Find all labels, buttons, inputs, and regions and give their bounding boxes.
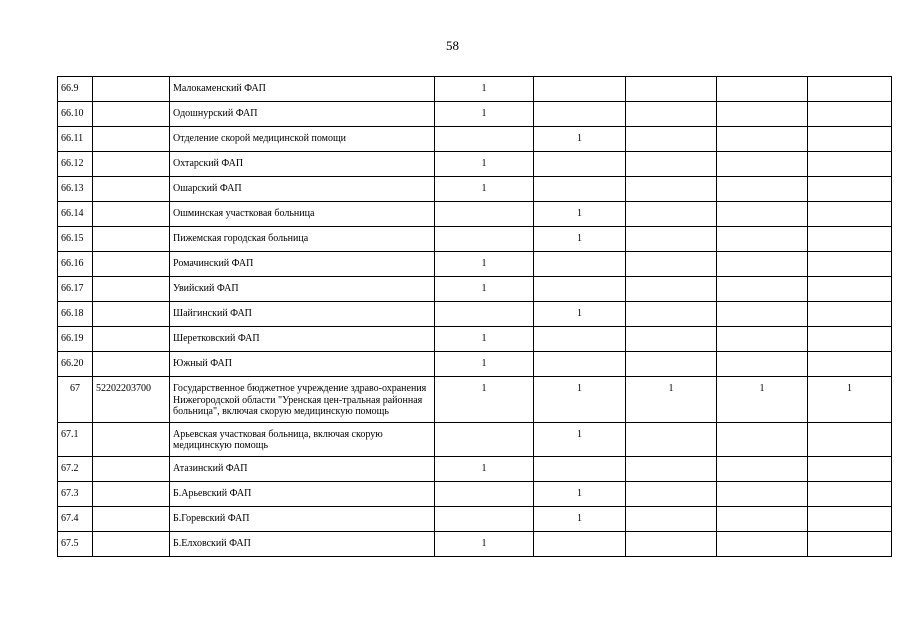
row-value-cell-2 bbox=[534, 102, 626, 127]
row-number-cell: 66.16 bbox=[58, 252, 93, 277]
row-value-cell-3 bbox=[626, 506, 717, 531]
row-value-cell-3 bbox=[626, 422, 717, 456]
row-value-cell-2 bbox=[534, 77, 626, 102]
row-name-cell: Отделение скорой медицинской помощи bbox=[170, 127, 435, 152]
row-value-cell-2: 1 bbox=[534, 422, 626, 456]
row-value-cell-2: 1 bbox=[534, 202, 626, 227]
row-value-cell-4 bbox=[717, 302, 808, 327]
row-value-cell-1: 1 bbox=[435, 377, 534, 423]
row-name-cell: Увийский ФАП bbox=[170, 277, 435, 302]
row-value-cell-1: 1 bbox=[435, 152, 534, 177]
row-number-cell: 66.10 bbox=[58, 102, 93, 127]
row-value-cell-5 bbox=[808, 127, 892, 152]
row-value-cell-1 bbox=[435, 481, 534, 506]
row-value-cell-3 bbox=[626, 127, 717, 152]
row-value-cell-3 bbox=[626, 152, 717, 177]
table-row bbox=[58, 456, 892, 481]
row-value-cell-1 bbox=[435, 227, 534, 252]
row-value-cell-2 bbox=[534, 152, 626, 177]
row-value-cell-1 bbox=[435, 422, 534, 456]
row-value-cell-4 bbox=[717, 177, 808, 202]
row-value-cell-2 bbox=[534, 327, 626, 352]
row-code-cell bbox=[93, 456, 170, 481]
row-value-cell-3 bbox=[626, 352, 717, 377]
row-value-cell-2 bbox=[534, 352, 626, 377]
row-value-cell-3 bbox=[626, 202, 717, 227]
facilities-table bbox=[57, 76, 892, 557]
row-value-cell-5 bbox=[808, 102, 892, 127]
row-number-cell: 67.3 bbox=[58, 481, 93, 506]
row-value-cell-2 bbox=[534, 277, 626, 302]
row-value-cell-1 bbox=[435, 302, 534, 327]
row-number-cell: 66.19 bbox=[58, 327, 93, 352]
row-name-cell: Б.Горевский ФАП bbox=[170, 506, 435, 531]
row-name-cell: Южный ФАП bbox=[170, 352, 435, 377]
row-code-cell bbox=[93, 227, 170, 252]
row-value-cell-5 bbox=[808, 531, 892, 556]
row-value-cell-2 bbox=[534, 531, 626, 556]
row-value-cell-1: 1 bbox=[435, 77, 534, 102]
table-body bbox=[58, 77, 892, 557]
row-name-cell: Б.Елховский ФАП bbox=[170, 531, 435, 556]
row-name-cell: Атазинский ФАП bbox=[170, 456, 435, 481]
row-value-cell-1: 1 bbox=[435, 456, 534, 481]
row-name-cell: Государственное бюджетное учреждение здраво-охранения Нижегородской области "Уренская цен-тральная районная больница", включая скорую медицинскую помощь bbox=[170, 377, 435, 423]
row-value-cell-3 bbox=[626, 77, 717, 102]
row-code-cell bbox=[93, 422, 170, 456]
row-value-cell-5 bbox=[808, 252, 892, 277]
table-row bbox=[58, 377, 892, 423]
row-value-cell-4 bbox=[717, 531, 808, 556]
row-value-cell-3 bbox=[626, 481, 717, 506]
table-row bbox=[58, 177, 892, 202]
row-value-cell-5 bbox=[808, 456, 892, 481]
row-code-cell bbox=[93, 102, 170, 127]
row-number-cell: 66.17 bbox=[58, 277, 93, 302]
row-value-cell-4 bbox=[717, 277, 808, 302]
row-code-cell bbox=[93, 277, 170, 302]
row-value-cell-4 bbox=[717, 127, 808, 152]
row-value-cell-5 bbox=[808, 481, 892, 506]
row-name-cell: Ошарский ФАП bbox=[170, 177, 435, 202]
row-number-cell: 66.11 bbox=[58, 127, 93, 152]
table-row bbox=[58, 352, 892, 377]
row-number-cell: 66.13 bbox=[58, 177, 93, 202]
row-value-cell-2: 1 bbox=[534, 227, 626, 252]
table-row bbox=[58, 202, 892, 227]
row-value-cell-4 bbox=[717, 352, 808, 377]
row-value-cell-1: 1 bbox=[435, 252, 534, 277]
row-name-cell: Охтарский ФАП bbox=[170, 152, 435, 177]
row-code-cell bbox=[93, 77, 170, 102]
row-value-cell-5 bbox=[808, 302, 892, 327]
row-code-cell bbox=[93, 352, 170, 377]
row-value-cell-1 bbox=[435, 127, 534, 152]
row-value-cell-3 bbox=[626, 327, 717, 352]
row-number-cell: 66.20 bbox=[58, 352, 93, 377]
row-value-cell-5 bbox=[808, 227, 892, 252]
row-code-cell bbox=[93, 202, 170, 227]
page-number: 58 bbox=[446, 38, 459, 53]
row-value-cell-5 bbox=[808, 77, 892, 102]
row-value-cell-5 bbox=[808, 202, 892, 227]
row-value-cell-5: 1 bbox=[808, 377, 892, 423]
row-value-cell-4 bbox=[717, 202, 808, 227]
row-code-cell bbox=[93, 127, 170, 152]
row-value-cell-5 bbox=[808, 352, 892, 377]
row-value-cell-1: 1 bbox=[435, 531, 534, 556]
table-row bbox=[58, 152, 892, 177]
row-name-cell: Малокаменский ФАП bbox=[170, 77, 435, 102]
row-value-cell-2 bbox=[534, 177, 626, 202]
row-value-cell-4 bbox=[717, 422, 808, 456]
row-value-cell-5 bbox=[808, 506, 892, 531]
row-value-cell-4 bbox=[717, 506, 808, 531]
row-code-cell: 52202203700 bbox=[93, 377, 170, 423]
row-value-cell-4 bbox=[717, 102, 808, 127]
row-name-cell: Пижемская городская больница bbox=[170, 227, 435, 252]
row-value-cell-3 bbox=[626, 531, 717, 556]
row-name-cell: Шайгинский ФАП bbox=[170, 302, 435, 327]
row-code-cell bbox=[93, 481, 170, 506]
row-code-cell bbox=[93, 252, 170, 277]
table-row bbox=[58, 481, 892, 506]
row-value-cell-5 bbox=[808, 327, 892, 352]
row-number-cell: 66.12 bbox=[58, 152, 93, 177]
row-value-cell-4 bbox=[717, 327, 808, 352]
table-row bbox=[58, 302, 892, 327]
table-row bbox=[58, 327, 892, 352]
row-number-cell: 66.15 bbox=[58, 227, 93, 252]
row-number-cell: 67 bbox=[58, 377, 93, 423]
row-value-cell-5 bbox=[808, 152, 892, 177]
table-row bbox=[58, 531, 892, 556]
row-value-cell-4 bbox=[717, 456, 808, 481]
table-row bbox=[58, 252, 892, 277]
row-value-cell-3 bbox=[626, 102, 717, 127]
row-code-cell bbox=[93, 327, 170, 352]
table-row bbox=[58, 277, 892, 302]
row-code-cell bbox=[93, 152, 170, 177]
row-number-cell: 66.18 bbox=[58, 302, 93, 327]
row-value-cell-4 bbox=[717, 481, 808, 506]
row-value-cell-1 bbox=[435, 506, 534, 531]
row-value-cell-3: 1 bbox=[626, 377, 717, 423]
row-value-cell-4: 1 bbox=[717, 377, 808, 423]
row-value-cell-2 bbox=[534, 252, 626, 277]
table-row bbox=[58, 422, 892, 456]
row-value-cell-2: 1 bbox=[534, 302, 626, 327]
row-name-cell: Одошнурский ФАП bbox=[170, 102, 435, 127]
row-code-cell bbox=[93, 531, 170, 556]
row-value-cell-5 bbox=[808, 277, 892, 302]
table-row bbox=[58, 77, 892, 102]
row-name-cell: Арьевская участковая больница, включая скорую медицинскую помощь bbox=[170, 422, 435, 456]
table-row bbox=[58, 227, 892, 252]
row-value-cell-5 bbox=[808, 177, 892, 202]
row-number-cell: 67.5 bbox=[58, 531, 93, 556]
row-number-cell: 66.9 bbox=[58, 77, 93, 102]
row-value-cell-1: 1 bbox=[435, 352, 534, 377]
row-value-cell-2: 1 bbox=[534, 377, 626, 423]
row-value-cell-1: 1 bbox=[435, 102, 534, 127]
row-name-cell: Б.Арьевский ФАП bbox=[170, 481, 435, 506]
row-number-cell: 67.2 bbox=[58, 456, 93, 481]
row-value-cell-1: 1 bbox=[435, 177, 534, 202]
row-value-cell-3 bbox=[626, 277, 717, 302]
row-value-cell-3 bbox=[626, 227, 717, 252]
row-number-cell: 66.14 bbox=[58, 202, 93, 227]
table-row bbox=[58, 127, 892, 152]
row-code-cell bbox=[93, 506, 170, 531]
row-value-cell-2: 1 bbox=[534, 506, 626, 531]
row-name-cell: Ошминская участковая больница bbox=[170, 202, 435, 227]
row-name-cell: Шеретковский ФАП bbox=[170, 327, 435, 352]
row-value-cell-3 bbox=[626, 177, 717, 202]
row-value-cell-4 bbox=[717, 77, 808, 102]
row-name-cell: Ромачинский ФАП bbox=[170, 252, 435, 277]
row-value-cell-5 bbox=[808, 422, 892, 456]
row-value-cell-1: 1 bbox=[435, 327, 534, 352]
row-value-cell-2 bbox=[534, 456, 626, 481]
row-value-cell-1 bbox=[435, 202, 534, 227]
row-value-cell-3 bbox=[626, 302, 717, 327]
table-row bbox=[58, 102, 892, 127]
row-value-cell-3 bbox=[626, 456, 717, 481]
row-value-cell-2: 1 bbox=[534, 481, 626, 506]
row-value-cell-4 bbox=[717, 227, 808, 252]
row-value-cell-3 bbox=[626, 252, 717, 277]
row-code-cell bbox=[93, 302, 170, 327]
row-value-cell-2: 1 bbox=[534, 127, 626, 152]
table-row bbox=[58, 506, 892, 531]
row-number-cell: 67.4 bbox=[58, 506, 93, 531]
row-value-cell-4 bbox=[717, 152, 808, 177]
row-value-cell-4 bbox=[717, 252, 808, 277]
row-value-cell-1: 1 bbox=[435, 277, 534, 302]
row-code-cell bbox=[93, 177, 170, 202]
row-number-cell: 67.1 bbox=[58, 422, 93, 456]
